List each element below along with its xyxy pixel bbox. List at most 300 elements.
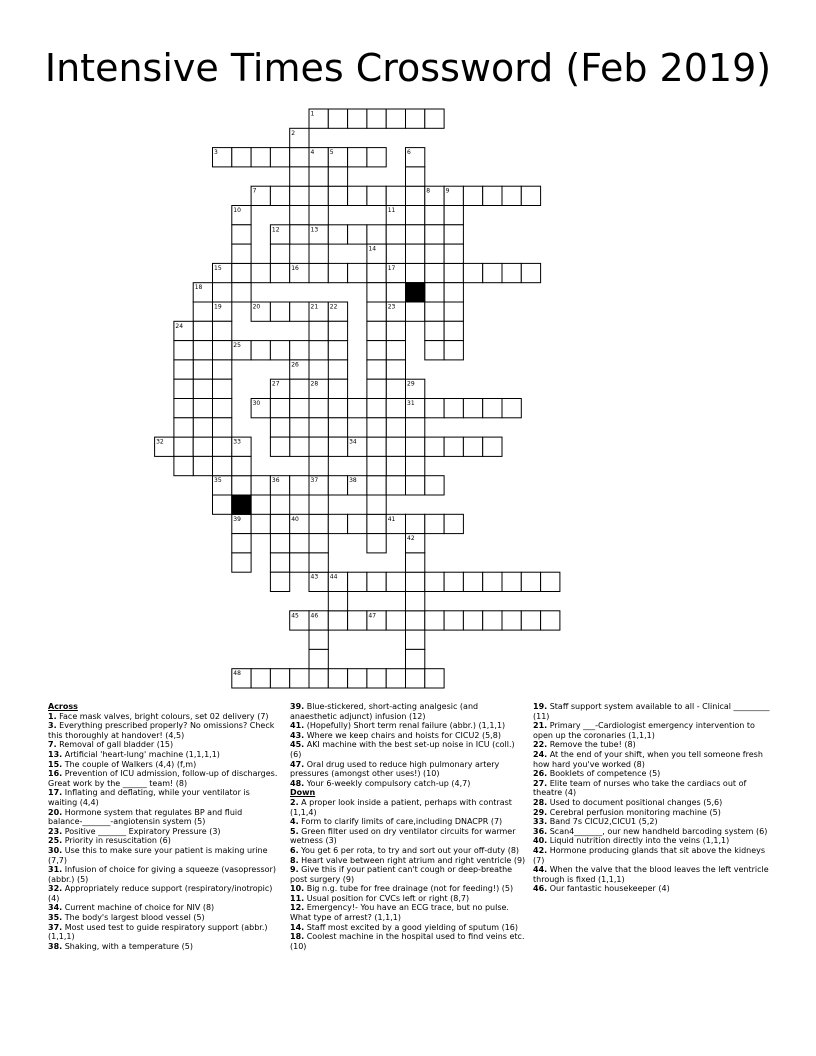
grid-cell[interactable]: [348, 399, 367, 418]
grid-cell[interactable]: [425, 341, 444, 360]
grid-cell[interactable]: [367, 148, 386, 167]
grid-cell[interactable]: [328, 476, 347, 495]
grid-cell[interactable]: [232, 225, 251, 244]
grid-cell[interactable]: [502, 399, 521, 418]
grid-cell[interactable]: [444, 341, 463, 360]
grid-cell[interactable]: [309, 514, 328, 533]
grid-cell[interactable]: [406, 456, 425, 475]
grid-cell[interactable]: [309, 456, 328, 475]
grid-cell[interactable]: [309, 244, 328, 263]
grid-cell[interactable]: [251, 669, 270, 688]
grid-cell[interactable]: [232, 148, 251, 167]
clue-text: Where we keep chairs and hoists for CICU2 (5,8): [304, 730, 501, 740]
grid-cell[interactable]: [425, 109, 444, 128]
grid-cell[interactable]: [367, 360, 386, 379]
clue-number: 24: [175, 322, 184, 330]
grid-cell[interactable]: [386, 572, 405, 591]
grid-cell[interactable]: [290, 399, 309, 418]
clue-number: 2: [291, 129, 296, 137]
grid-cell[interactable]: [328, 399, 347, 418]
grid-cell[interactable]: [270, 418, 289, 437]
grid-cell[interactable]: [232, 283, 251, 302]
grid-cell[interactable]: [290, 148, 309, 167]
grid-cell[interactable]: [425, 225, 444, 244]
grid-cell[interactable]: [309, 534, 328, 553]
clue-number-label: 20.: [48, 807, 63, 817]
grid-cell[interactable]: [213, 456, 232, 475]
clue-text: Blue-stickered, short-acting analgesic (and anaesthetic adjunct) infusion (12): [290, 702, 479, 721]
grid-cell[interactable]: [406, 572, 425, 591]
grid-cell[interactable]: [328, 418, 347, 437]
clue-text: Face mask valves, bright colours, set 02 delivery (7): [56, 711, 269, 721]
grid-cell[interactable]: [328, 379, 347, 398]
clue: [290, 721, 526, 731]
grid-cell[interactable]: [348, 572, 367, 591]
grid-cell[interactable]: [367, 572, 386, 591]
grid-cell[interactable]: [213, 379, 232, 398]
clue: [48, 884, 278, 903]
grid-cell[interactable]: [213, 399, 232, 418]
clue: [290, 702, 526, 721]
grid-cell[interactable]: [406, 109, 425, 128]
grid-cell[interactable]: [406, 649, 425, 668]
grid-cell[interactable]: [483, 186, 502, 205]
grid-cell[interactable]: [444, 225, 463, 244]
grid-cell[interactable]: [425, 399, 444, 418]
grid-cell[interactable]: [290, 476, 309, 495]
clue: [48, 942, 278, 952]
grid-cell[interactable]: [270, 263, 289, 282]
clue-number-label: 29.: [533, 807, 548, 817]
grid-cell[interactable]: [328, 263, 347, 282]
grid-cell[interactable]: [328, 109, 347, 128]
grid-cell[interactable]: [174, 456, 193, 475]
grid-cell[interactable]: [213, 360, 232, 379]
grid-cell[interactable]: [367, 399, 386, 418]
clue-number-label: 22.: [533, 740, 548, 750]
grid-cell[interactable]: [348, 669, 367, 688]
clue-number: 36: [271, 477, 280, 485]
grid-cell[interactable]: [386, 244, 405, 263]
grid-cell[interactable]: [270, 669, 289, 688]
grid-cell[interactable]: [386, 321, 405, 340]
grid-cell[interactable]: [406, 476, 425, 495]
grid-cell[interactable]: [444, 611, 463, 630]
grid-cell[interactable]: [193, 360, 212, 379]
grid-cell[interactable]: [328, 321, 347, 340]
grid-cell[interactable]: [232, 263, 251, 282]
grid-cell[interactable]: [270, 572, 289, 591]
grid-cell[interactable]: [193, 321, 212, 340]
grid-cell[interactable]: [444, 399, 463, 418]
grid-cell[interactable]: [367, 341, 386, 360]
grid-cell[interactable]: [406, 437, 425, 456]
grid-cell[interactable]: [290, 418, 309, 437]
clue-number: 28: [310, 380, 319, 388]
grid-cell[interactable]: [290, 225, 309, 244]
grid-cell[interactable]: [444, 572, 463, 591]
grid-cell[interactable]: [483, 399, 502, 418]
grid-cell[interactable]: [309, 437, 328, 456]
grid-cell[interactable]: [290, 379, 309, 398]
clue-number-label: 15.: [48, 759, 63, 769]
clue-text: Our fantastic housekeeper (4): [547, 884, 670, 894]
grid-cell[interactable]: [386, 341, 405, 360]
clue: [290, 932, 526, 951]
grid-cell[interactable]: [367, 186, 386, 205]
grid-cell[interactable]: [309, 495, 328, 514]
clue-text: Oral drug used to reduce high pulmonary artery pressures (amongst other uses!) (10): [290, 759, 500, 779]
grid-cell[interactable]: [232, 534, 251, 553]
grid-cell[interactable]: [386, 399, 405, 418]
grid-cell[interactable]: [367, 321, 386, 340]
grid-cell[interactable]: [251, 148, 270, 167]
clue-number: 23: [387, 303, 396, 311]
grid-cell[interactable]: [444, 263, 463, 282]
grid-cell[interactable]: [406, 263, 425, 282]
grid-cell[interactable]: [386, 437, 405, 456]
grid-cell[interactable]: [502, 611, 521, 630]
grid-cell[interactable]: [328, 167, 347, 186]
clue: [533, 827, 771, 837]
clue-number-label: 27.: [533, 778, 548, 788]
grid-cell[interactable]: [386, 109, 405, 128]
grid-cell[interactable]: [425, 302, 444, 321]
grid-cell[interactable]: [193, 341, 212, 360]
grid-cell[interactable]: [463, 399, 482, 418]
grid-cell[interactable]: [541, 611, 560, 630]
grid-cell[interactable]: [270, 553, 289, 572]
grid-cell[interactable]: [483, 611, 502, 630]
grid-cell[interactable]: [193, 399, 212, 418]
grid-cell[interactable]: [290, 341, 309, 360]
clue-text: Everything prescribed properly? No omissions? Check this thoroughly at handover! (4,5): [48, 721, 275, 740]
clue-number-label: 12.: [290, 903, 305, 913]
grid-cell[interactable]: [213, 418, 232, 437]
grid-cell[interactable]: [406, 206, 425, 225]
grid-cell[interactable]: [386, 418, 405, 437]
grid-cell[interactable]: [521, 572, 540, 591]
grid-cell[interactable]: [309, 206, 328, 225]
grid-cell[interactable]: [213, 495, 232, 514]
grid-cell[interactable]: [174, 399, 193, 418]
clue-number-label: 31.: [48, 865, 63, 875]
grid-cell[interactable]: [367, 495, 386, 514]
grid-cell[interactable]: [483, 572, 502, 591]
grid-cell[interactable]: [232, 244, 251, 263]
grid-cell[interactable]: [367, 109, 386, 128]
clue-column-1: [48, 702, 278, 951]
grid-cell[interactable]: [367, 476, 386, 495]
grid-cell[interactable]: [270, 341, 289, 360]
grid-cell[interactable]: [367, 379, 386, 398]
clue: [48, 740, 278, 750]
clue-number-label: 39.: [290, 702, 305, 711]
grid-cell[interactable]: [348, 109, 367, 128]
grid-cell[interactable]: [463, 263, 482, 282]
clue-number: 34: [349, 438, 357, 446]
grid-cell[interactable]: [386, 476, 405, 495]
grid-cell[interactable]: [425, 321, 444, 340]
grid-cell[interactable]: [270, 534, 289, 553]
grid-cell[interactable]: [386, 456, 405, 475]
grid-cell[interactable]: [193, 302, 212, 321]
grid-cell[interactable]: [444, 321, 463, 340]
grid-cell[interactable]: [406, 630, 425, 649]
grid-cell[interactable]: [290, 534, 309, 553]
black-cell: [406, 283, 425, 302]
grid-cell[interactable]: [251, 476, 270, 495]
grid-cell[interactable]: [270, 514, 289, 533]
clue: [533, 865, 771, 884]
clue: [290, 779, 526, 789]
grid-cell[interactable]: [232, 476, 251, 495]
grid-cell[interactable]: [425, 476, 444, 495]
grid-cell[interactable]: [348, 225, 367, 244]
grid-cell[interactable]: [270, 244, 289, 263]
grid-cell[interactable]: [425, 206, 444, 225]
grid-cell[interactable]: [406, 225, 425, 244]
grid-cell[interactable]: [483, 437, 502, 456]
grid-cell[interactable]: [251, 263, 270, 282]
grid-cell[interactable]: [290, 186, 309, 205]
grid-cell[interactable]: [193, 379, 212, 398]
grid-cell[interactable]: [406, 592, 425, 611]
grid-cell[interactable]: [425, 611, 444, 630]
grid-cell[interactable]: [348, 611, 367, 630]
grid-cell[interactable]: [425, 437, 444, 456]
grid-cell[interactable]: [406, 418, 425, 437]
grid-cell[interactable]: [328, 611, 347, 630]
grid-cell[interactable]: [290, 437, 309, 456]
grid-cell[interactable]: [367, 669, 386, 688]
clue: [290, 827, 526, 846]
grid-cell[interactable]: [270, 148, 289, 167]
clue: [290, 740, 526, 759]
grid-cell[interactable]: [328, 437, 347, 456]
grid-cell[interactable]: [193, 418, 212, 437]
grid-cell[interactable]: [463, 186, 482, 205]
clue-text: Inflating and deflating, while your ventilator is waiting (4,4): [48, 788, 250, 807]
grid-cell[interactable]: [367, 418, 386, 437]
clue-number: 40: [291, 515, 299, 523]
grid-cell[interactable]: [463, 437, 482, 456]
clue-number: 19: [214, 303, 222, 311]
clue-text: Infusion of choice for giving a squeeze (vasopressor) (abbr.) (5): [48, 865, 276, 884]
clue-number-label: 32.: [48, 884, 63, 894]
grid-cell[interactable]: [386, 283, 405, 302]
grid-cell[interactable]: [367, 263, 386, 282]
clue-number: 48: [233, 670, 241, 678]
grid-cell[interactable]: [290, 302, 309, 321]
clue-text: Usual position for CVCs left or right (8,7): [304, 893, 470, 903]
grid-cell[interactable]: [213, 437, 232, 456]
grid-cell[interactable]: [328, 669, 347, 688]
clue: [290, 884, 526, 894]
clue: [290, 846, 526, 856]
grid-cell[interactable]: [348, 186, 367, 205]
grid-cell[interactable]: [502, 263, 521, 282]
clue-text: Booklets of competence (5): [547, 769, 661, 779]
clue-text: Shaking, with a temperature (5): [62, 941, 193, 951]
grid-cell[interactable]: [270, 302, 289, 321]
clue: [48, 836, 278, 846]
grid-cell[interactable]: [406, 244, 425, 263]
grid-cell[interactable]: [290, 553, 309, 572]
grid-cell[interactable]: [406, 669, 425, 688]
grid-cell[interactable]: [406, 167, 425, 186]
grid-cell[interactable]: [309, 341, 328, 360]
clue-number: 8: [426, 187, 431, 195]
grid-cell[interactable]: [213, 321, 232, 340]
grid-cell[interactable]: [444, 244, 463, 263]
grid-cell[interactable]: [328, 514, 347, 533]
grid-cell[interactable]: [406, 186, 425, 205]
clue-number: 25: [233, 342, 241, 350]
grid-cell[interactable]: [174, 360, 193, 379]
grid-cell[interactable]: [328, 186, 347, 205]
grid-cell[interactable]: [386, 360, 405, 379]
grid-cell[interactable]: [270, 186, 289, 205]
clue-number-label: 25.: [48, 836, 63, 846]
grid-cell[interactable]: [444, 283, 463, 302]
clue-text: Staff support system available to all - Clinical _________ (11): [533, 702, 770, 721]
grid-cell[interactable]: [425, 514, 444, 533]
clue-text: Hormone producing glands that sit above the kidneys (7): [533, 845, 766, 865]
grid-cell[interactable]: [270, 495, 289, 514]
grid-cell[interactable]: [386, 186, 405, 205]
clue-text: You get 6 per rota, to try and sort out your off-duty (8): [298, 845, 520, 855]
grid-cell[interactable]: [309, 418, 328, 437]
grid-cell[interactable]: [348, 263, 367, 282]
grid-cell[interactable]: [232, 456, 251, 475]
grid-cell[interactable]: [367, 514, 386, 533]
grid-cell[interactable]: [174, 437, 193, 456]
clue-number-label: 1.: [48, 711, 57, 721]
grid-cell[interactable]: [309, 649, 328, 668]
grid-cell[interactable]: [270, 437, 289, 456]
grid-cell[interactable]: [309, 399, 328, 418]
grid-cell[interactable]: [328, 341, 347, 360]
clue-number: 11: [387, 207, 396, 214]
grid-cell[interactable]: [463, 611, 482, 630]
grid-cell[interactable]: [348, 148, 367, 167]
grid-cell[interactable]: [406, 514, 425, 533]
clue-column-2: [290, 702, 526, 951]
clue-number-label: 44.: [533, 865, 548, 875]
grid-cell[interactable]: [309, 630, 328, 649]
grid-cell[interactable]: [348, 514, 367, 533]
clue-number-label: 24.: [533, 749, 548, 759]
clue: [48, 808, 278, 827]
clue-text: When the valve that the blood leaves the left ventricle through is fixed (1,1,1): [533, 865, 769, 884]
grid-cell[interactable]: [444, 437, 463, 456]
grid-cell[interactable]: [386, 669, 405, 688]
grid-cell[interactable]: [406, 611, 425, 630]
grid-cell[interactable]: [309, 669, 328, 688]
clue-number-label: 33.: [533, 817, 548, 827]
grid-cell[interactable]: [425, 244, 444, 263]
grid-cell[interactable]: [444, 206, 463, 225]
grid-cell[interactable]: [521, 186, 540, 205]
grid-cell[interactable]: [174, 418, 193, 437]
clue-number-label: 7.: [48, 740, 57, 750]
clue: [48, 846, 278, 865]
grid-cell[interactable]: [328, 225, 347, 244]
clue: [533, 769, 771, 779]
grid-cell[interactable]: [193, 456, 212, 475]
grid-cell[interactable]: [502, 186, 521, 205]
clue-number: 9: [445, 187, 450, 195]
clue-number: 20: [252, 303, 261, 311]
grid-cell[interactable]: [386, 379, 405, 398]
grid-cell[interactable]: [270, 399, 289, 418]
grid-cell[interactable]: [386, 611, 405, 630]
grid-cell[interactable]: [502, 572, 521, 591]
clue: [48, 712, 278, 722]
grid-cell[interactable]: [290, 206, 309, 225]
grid-cell[interactable]: [251, 514, 270, 533]
grid-cell[interactable]: [425, 283, 444, 302]
clue-number-label: 9.: [290, 865, 299, 875]
grid-cell[interactable]: [463, 572, 482, 591]
grid-cell[interactable]: [232, 553, 251, 572]
grid-cell[interactable]: [425, 263, 444, 282]
grid-cell[interactable]: [541, 572, 560, 591]
grid-cell[interactable]: [521, 611, 540, 630]
grid-cell[interactable]: [174, 341, 193, 360]
grid-cell[interactable]: [367, 302, 386, 321]
clue-number-label: 48.: [290, 778, 305, 788]
grid-cell[interactable]: [251, 341, 270, 360]
clue-number-label: 13.: [48, 749, 63, 759]
grid-cell[interactable]: [483, 263, 502, 282]
clue: [48, 750, 278, 760]
grid-cell[interactable]: [213, 341, 232, 360]
grid-cell[interactable]: [309, 553, 328, 572]
grid-cell[interactable]: [425, 572, 444, 591]
grid-cell[interactable]: [386, 225, 405, 244]
grid-cell[interactable]: [174, 379, 193, 398]
clue-number: 27: [271, 380, 280, 388]
grid-cell[interactable]: [521, 263, 540, 282]
grid-cell[interactable]: [425, 669, 444, 688]
grid-cell[interactable]: [290, 167, 309, 186]
grid-cell[interactable]: [367, 283, 386, 302]
clue-number: 15: [214, 264, 222, 272]
clue-number: 14: [368, 245, 377, 253]
clue-number: 32: [156, 438, 164, 446]
grid-cell[interactable]: [309, 263, 328, 282]
grid-cell[interactable]: [367, 456, 386, 475]
grid-cell[interactable]: [328, 360, 347, 379]
clue: [48, 760, 278, 770]
grid-cell[interactable]: [193, 437, 212, 456]
grid-cell[interactable]: [367, 437, 386, 456]
grid-cell[interactable]: [406, 553, 425, 572]
grid-cell[interactable]: [309, 186, 328, 205]
grid-cell[interactable]: [328, 592, 347, 611]
grid-cell[interactable]: [367, 225, 386, 244]
grid-cell[interactable]: [444, 302, 463, 321]
clue-number: 41: [387, 515, 396, 523]
grid-cell[interactable]: [444, 514, 463, 533]
grid-cell[interactable]: [406, 302, 425, 321]
grid-cell[interactable]: [367, 534, 386, 553]
grid-cell[interactable]: [309, 167, 328, 186]
grid-cell[interactable]: [309, 321, 328, 340]
grid-cell[interactable]: [290, 669, 309, 688]
